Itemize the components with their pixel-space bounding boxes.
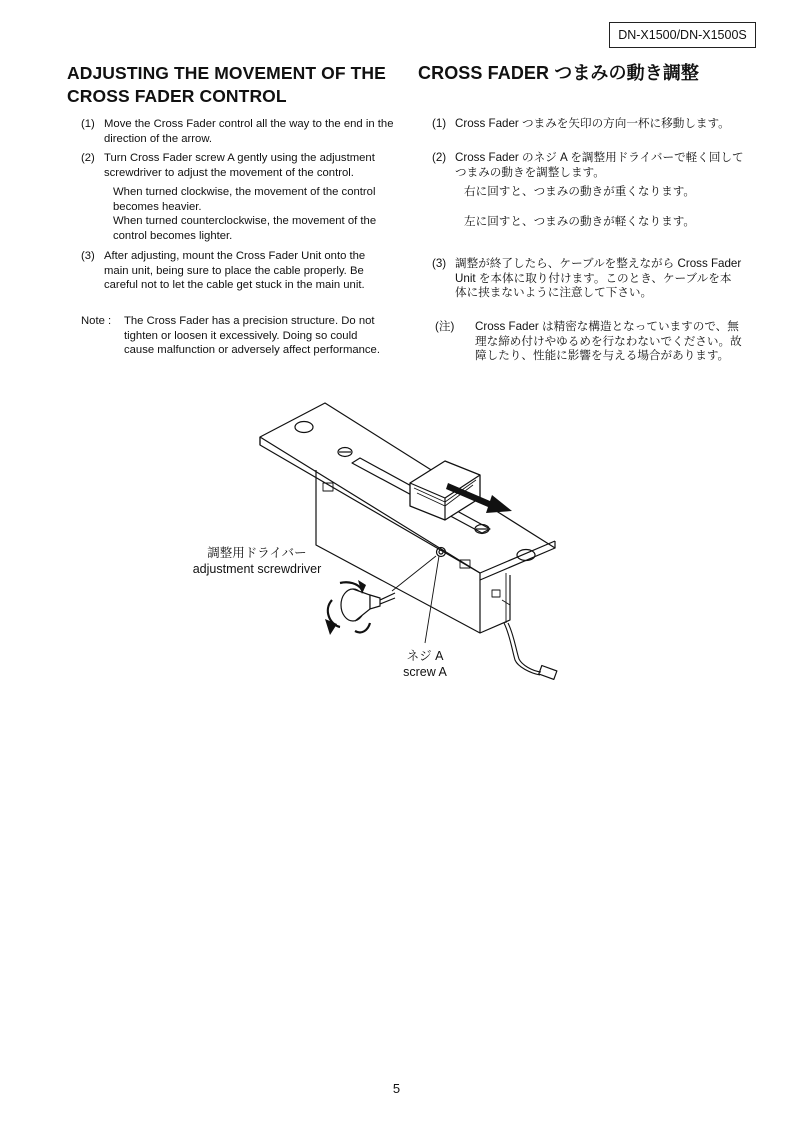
driver-label-en: adjustment screwdriver [192, 562, 322, 576]
note-line: 障したり、性能に影響を与える場合があります。 [475, 349, 730, 363]
model-number-box: DN-X1500/DN-X1500S [609, 22, 756, 48]
screw-label-en: screw A [403, 665, 447, 679]
screw-a-leader [425, 556, 439, 643]
step-text [455, 257, 741, 301]
step-line: つまみの動きを調整します。 [455, 165, 605, 179]
note-text [124, 314, 380, 358]
step-line: 調整が終了したら、ケーブルを整えながら Cross Fader [455, 257, 742, 270]
step-line: Unit を本体に取り付けます。このとき、ケーブルを本 [455, 271, 732, 285]
step-number: (2) [81, 152, 95, 164]
japanese-column [418, 62, 758, 85]
english-clockwise-note [113, 185, 413, 243]
step-line: Cross Fader のネジ A を調整用ドライバーで軽く回して [455, 151, 744, 164]
english-title [67, 62, 407, 108]
sub-line: control becomes lighter. [113, 229, 233, 242]
step-line: 体に挟まないように注意して下さい。 [455, 286, 653, 300]
step-line: After adjusting, mount the Cross Fader Unit onto the [104, 250, 366, 262]
step-text [104, 117, 393, 146]
english-title-line2: CROSS FADER CONTROL [67, 86, 287, 106]
step-line: main unit, being sure to place the cable properly. Be [104, 264, 364, 277]
note-line: 理な締め付けやゆるめを行なわないでください。故 [475, 334, 742, 348]
english-title-line1: ADJUSTING THE MOVEMENT OF THE [67, 63, 386, 83]
english-column [67, 62, 407, 108]
step-number: (2) [432, 151, 447, 164]
step-line: direction of the arrow. [104, 132, 213, 145]
step-number: (1) [81, 118, 95, 130]
note-line: Cross Fader は精密な構造となっていますので、無 [475, 320, 739, 333]
page-number: 5 [392, 1081, 401, 1096]
japanese-clockwise-note: 右に回すと、つまみの動きが重くなります。 [464, 185, 695, 198]
note-label: (注) [435, 320, 455, 333]
sub-line: When turned clockwise, the movement of the control [113, 186, 376, 198]
ribbon-cable [504, 623, 540, 675]
sub-line: When turned counterclockwise, the movement of the [113, 215, 377, 228]
step-text [455, 117, 730, 132]
step-line: careful not to let the cable get stuck in the main unit. [104, 279, 365, 292]
driver-label-ja: 調整用ドライバー [207, 546, 307, 560]
step-line: Move the Cross Fader control all the way to the end in the [104, 118, 394, 130]
japanese-counterclockwise-note: 左に回すと、つまみの動きが軽くなります。 [464, 215, 695, 228]
japanese-title: CROSS FADER つまみの動き調整 [418, 63, 700, 83]
step-line: Cross Fader つまみを矢印の方向一杯に移動します。 [455, 117, 730, 130]
adjustment-screwdriver [341, 589, 395, 621]
note-text [475, 320, 742, 364]
screw-a-label [395, 648, 455, 680]
step-number: (3) [81, 250, 95, 262]
step-text [455, 151, 744, 180]
step-line: screwdriver to adjust the movement of the control. [104, 166, 354, 179]
note-line: The Cross Fader has a precision structure. Do not [124, 315, 375, 327]
step-number: (1) [432, 117, 447, 130]
step-line: Turn Cross Fader screw A gently using the adjustment [104, 152, 375, 164]
note-line: cause malfunction or adversely affect performance. [124, 344, 380, 357]
screwdriver-leader [392, 556, 436, 591]
step-number: (3) [432, 257, 447, 270]
cable-connector [539, 666, 557, 680]
screw-label-ja: ネジ A [406, 649, 444, 663]
step-text [104, 249, 365, 293]
driver-label [187, 545, 327, 577]
note-label: Note : [81, 315, 112, 327]
sub-line: becomes heavier. [113, 200, 202, 213]
note-line: tighten or loosen it excessively. Doing so could [124, 329, 358, 342]
step-text [104, 151, 375, 180]
